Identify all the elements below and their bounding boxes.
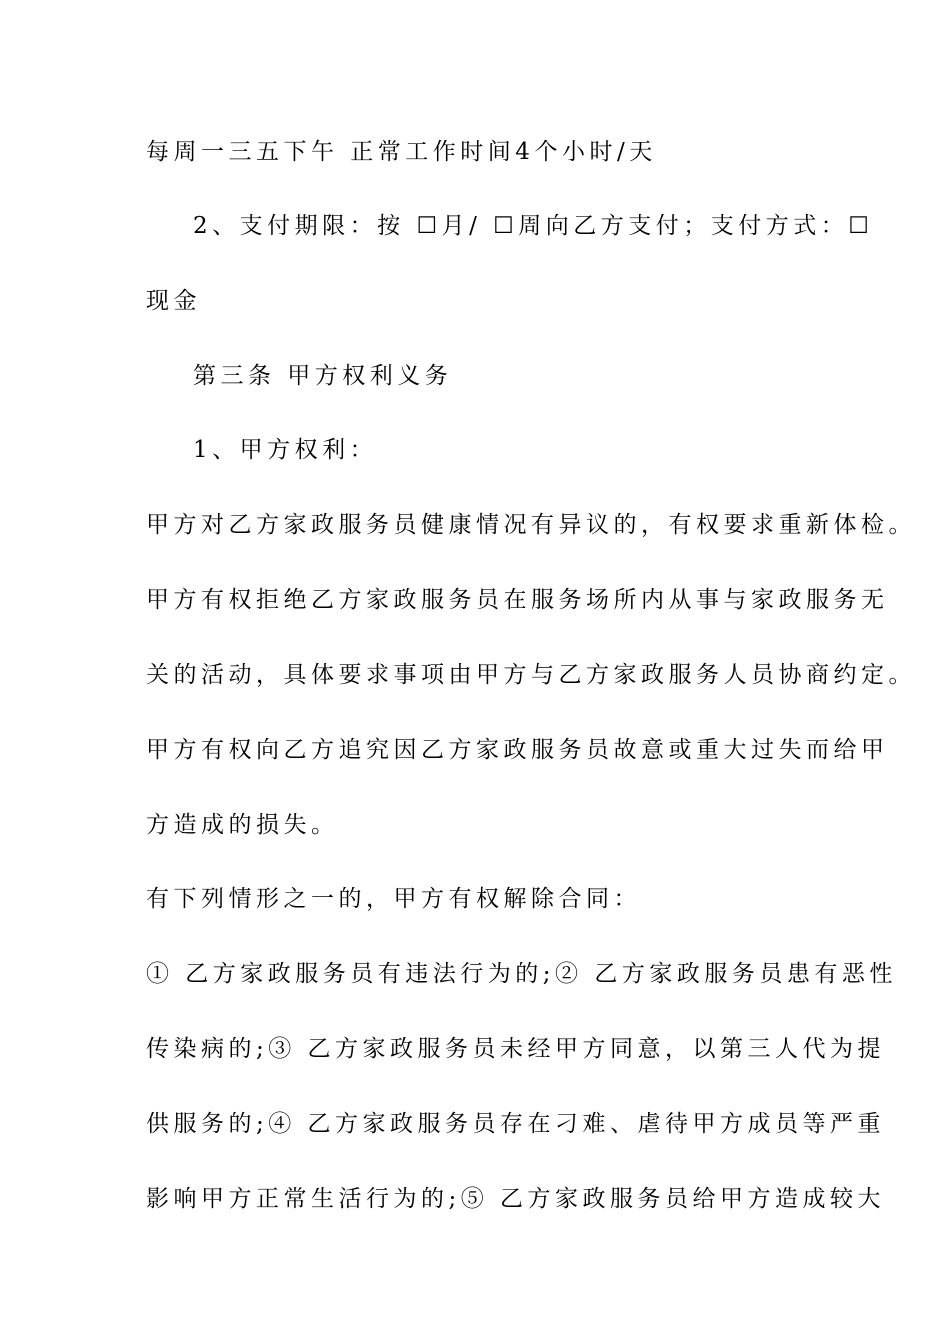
text-line-health-check: 甲方对乙方家政服务员健康情况有异议的，有权要求重新体检。: [146, 512, 916, 538]
text-line-termination-4: 影响甲方正常生活行为的;⑤ 乙方家政服务员给甲方造成较大: [146, 1186, 886, 1212]
text-line-termination-2: 传染病的;③ 乙方家政服务员未经甲方同意，以第三人代为提: [146, 1036, 886, 1062]
text-line-payment-cash: 现金: [146, 288, 201, 314]
text-line-termination-3: 供服务的;④ 乙方家政服务员存在刁难、虐待甲方成员等严重: [146, 1111, 886, 1137]
text-line-liability: 甲方有权向乙方追究因乙方家政服务员故意或重大过失而给甲: [146, 737, 889, 763]
subheading-party-a-rights: 1、甲方权利：: [193, 437, 378, 463]
text-line-refuse-activities: 甲方有权拒绝乙方家政服务员在服务场所内从事与家政服务无: [146, 587, 889, 613]
text-line-termination-1: ① 乙方家政服务员有违法行为的;② 乙方家政服务员患有恶性: [146, 961, 897, 987]
section-heading-article-3: 第三条 甲方权利义务: [193, 363, 453, 389]
text-line-termination-intro: 有下列情形之一的，甲方有权解除合同：: [146, 886, 641, 912]
text-line-payment-term: 2、支付期限：按 ☐月/ ☐周向乙方支付；支付方式：☐: [193, 213, 874, 239]
text-line-liability-cont: 方造成的损失。: [146, 812, 339, 838]
text-line-work-hours: 每周一三五下午 正常工作时间4个小时/天: [146, 139, 657, 165]
text-line-refuse-activities-cont: 关的活动，具体要求事项由甲方与乙方家政服务人员协商约定。: [146, 662, 916, 688]
